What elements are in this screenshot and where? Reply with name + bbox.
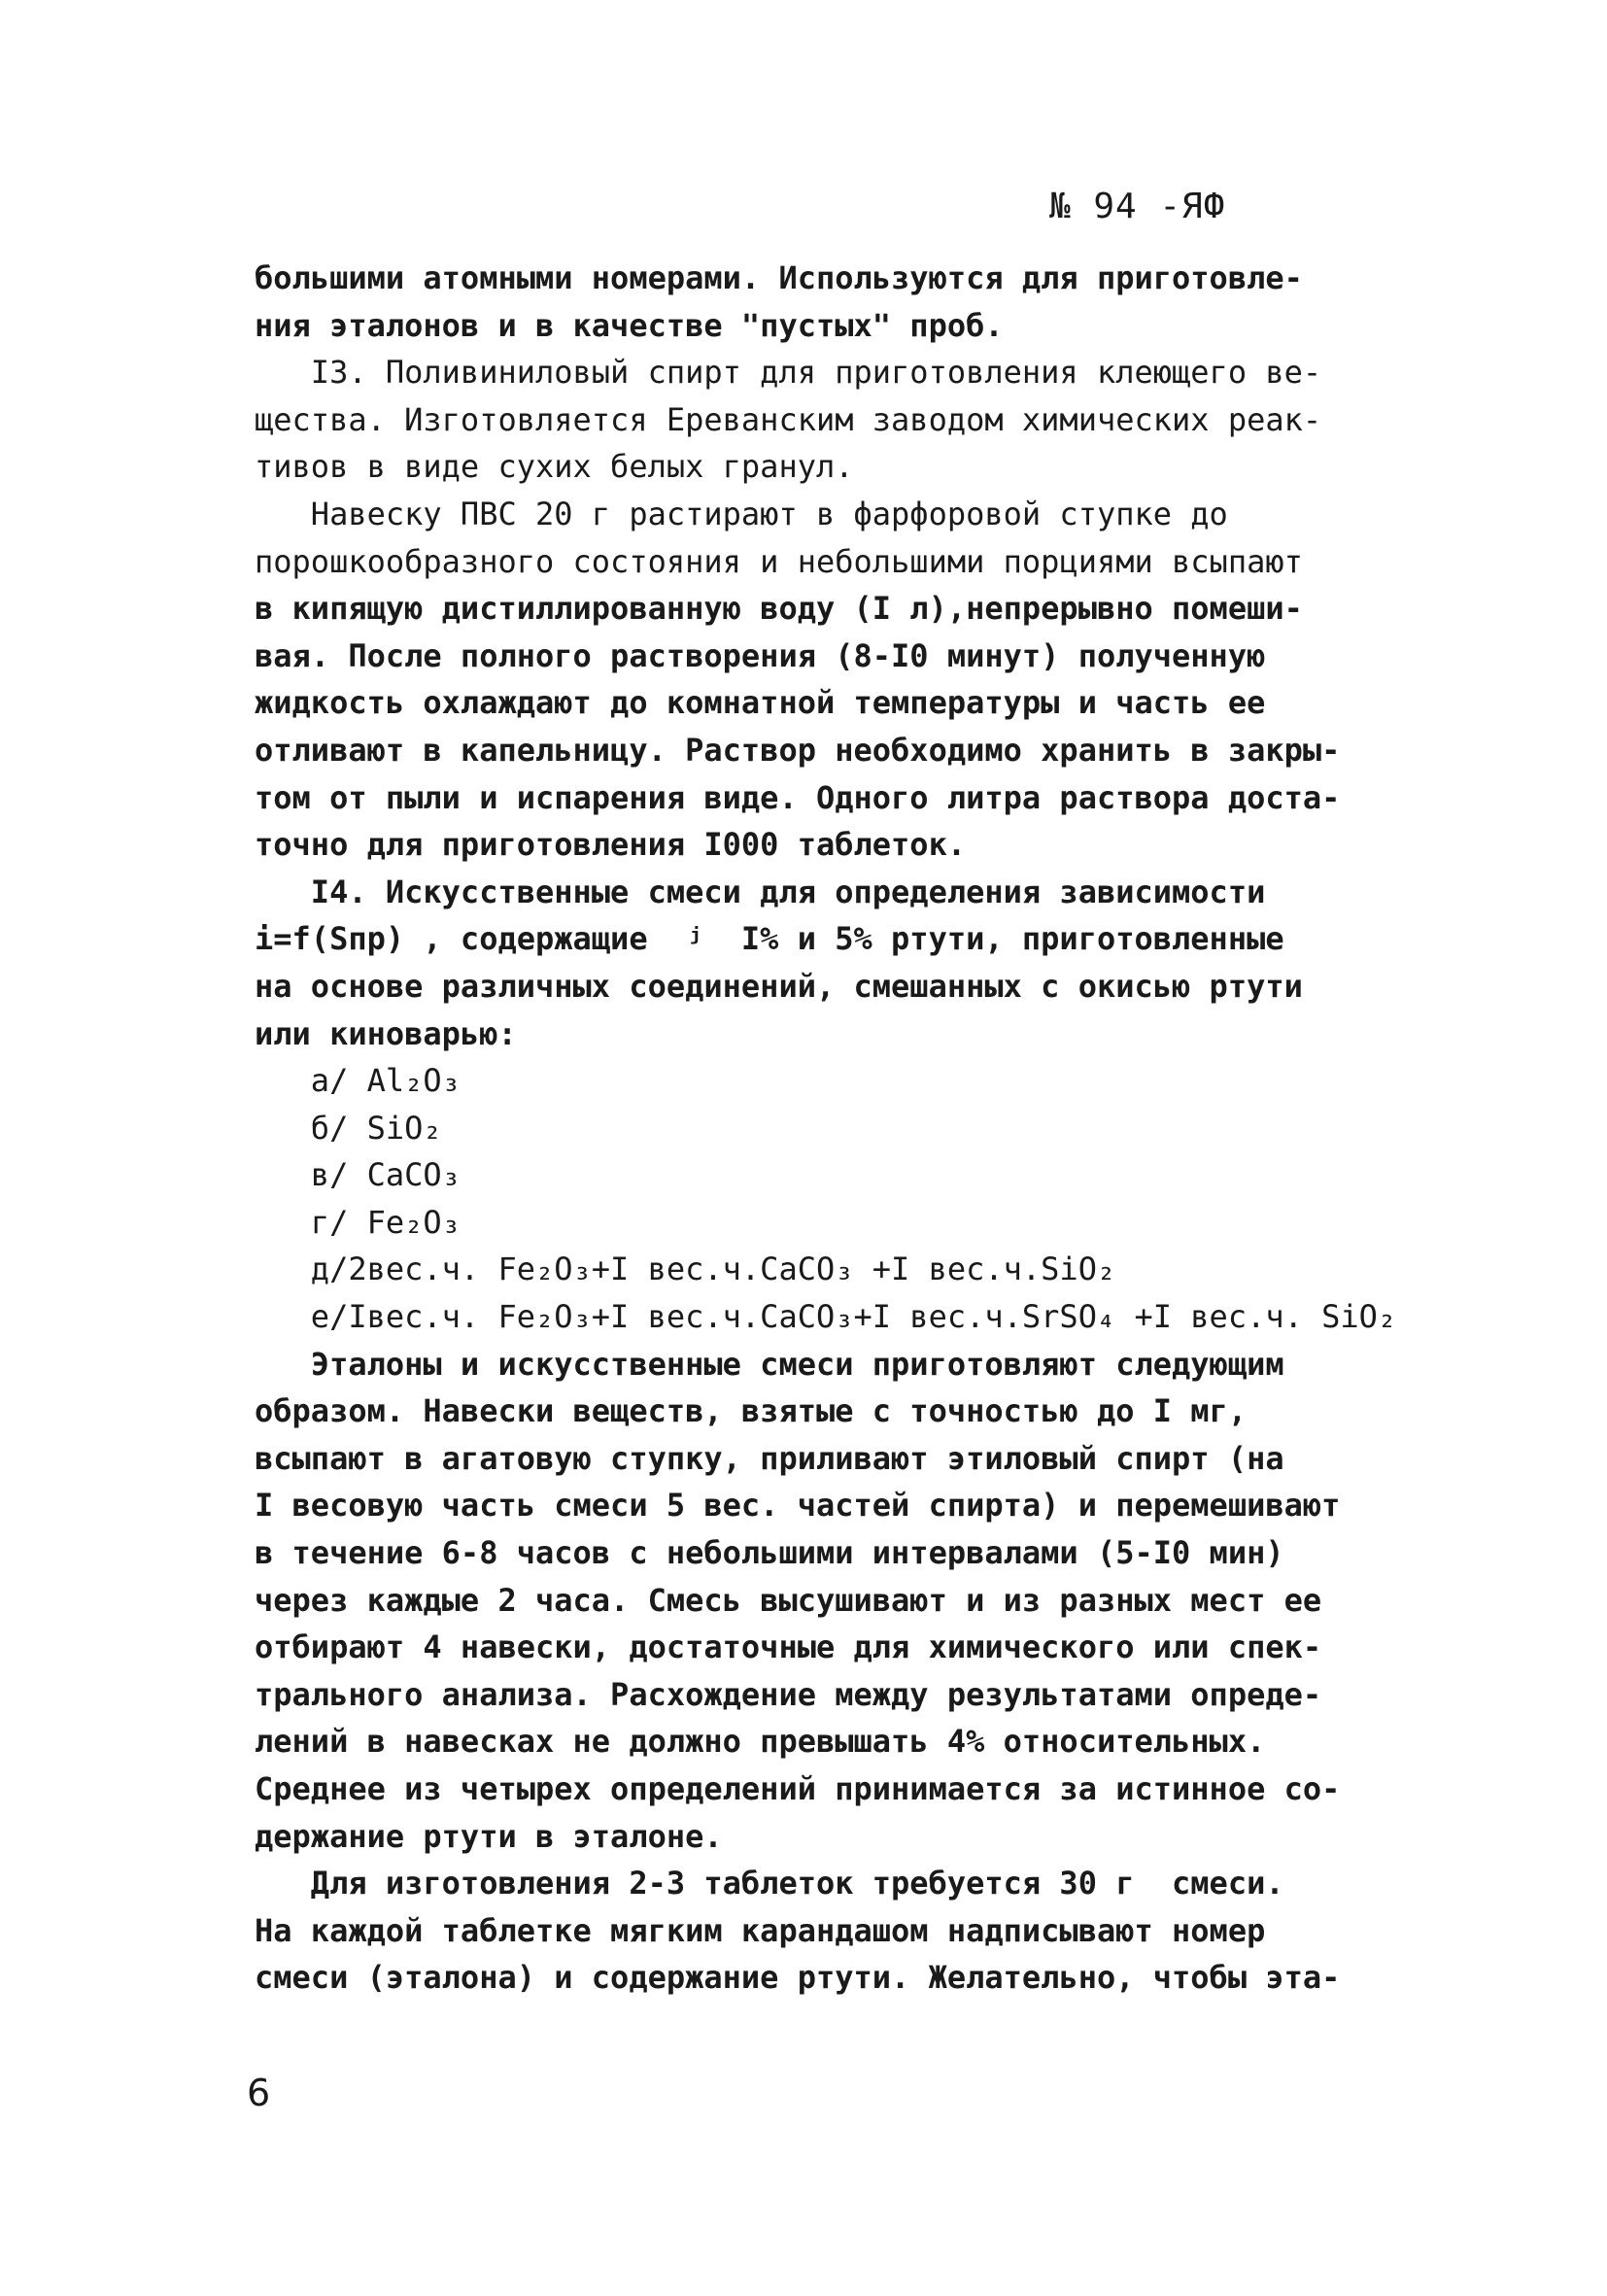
text-line: держание ртути в эталоне.	[255, 1817, 723, 1855]
text-line: через каждые 2 часа. Смесь высушивают и из разных мест ее	[255, 1581, 1322, 1619]
paragraph	[255, 255, 1391, 349]
text-line: лений в навесках не должно превышать 4% относительных.	[255, 1723, 1266, 1761]
page-number: 6	[247, 2072, 271, 2114]
text-line: точно для приготовления I000 таблеток.	[255, 826, 967, 864]
text-line: отливают в капельницу. Раствор необходимо хранить в закры-	[255, 731, 1341, 769]
text-line: образом. Навески веществ, взятые с точностью до I мг,	[255, 1392, 1248, 1430]
text-line: смеси (эталона) и содержание ртути. Желательно, чтобы эта-	[255, 1959, 1341, 1997]
body-text	[255, 255, 1397, 2002]
text-line: На каждой таблетке мягким карандашом надписывают номер	[255, 1911, 1266, 1949]
text-line: порошкообразного состояния и небольшими порциями всыпают	[255, 542, 1303, 580]
list-item: е/Iвес.ч. Fe₂O₃+I вес.ч.CaCO₃+I вес.ч.SrSO₄ +I вес.ч. SiO₂	[255, 1298, 1397, 1336]
text-line: в течение 6-8 часов с небольшими интервалами (5-I0 мин)	[255, 1534, 1284, 1572]
list-item: б/ SiO₂	[255, 1109, 442, 1147]
text-line: i=f(Sпр) , содержащие ʲ I% и 5% ртути, приготовленные	[255, 920, 1284, 958]
text-line: I4. Искусственные смеси для определения зависимости	[255, 873, 1266, 910]
list-item: а/ Al₂O₃	[255, 1062, 461, 1100]
compound-list	[255, 1057, 1397, 1341]
paragraph	[255, 349, 1391, 491]
text-line: Навеску ПВС 20 г растирают в фарфоровой ступке до	[255, 495, 1228, 532]
text-line: Для изготовления 2-3 таблеток требуется 30 г смеси.	[255, 1865, 1284, 1902]
text-line: большими атомными номерами. Используются для приготовле-	[255, 259, 1303, 296]
list-item: г/ Fe₂O₃	[255, 1203, 461, 1241]
text-line: жидкость охлаждают до комнатной температуры и часть ее	[255, 684, 1266, 722]
text-line: тивов в виде сухих белых гранул.	[255, 448, 854, 486]
paragraph	[255, 1341, 1391, 1861]
text-line: ния эталонов и в качестве "пустых" проб.	[255, 306, 1004, 344]
text-line: на основе различных соединений, смешанных с окисью ртути	[255, 967, 1303, 1005]
list-item: д/2вес.ч. Fe₂O₃+I вес.ч.CaCO₃ +I вес.ч.SiO₂	[255, 1251, 1116, 1288]
text-line: щества. Изготовляется Ереванским заводом химических реак-	[255, 400, 1322, 438]
text-line: трального анализа. Расхождение между результатами опреде-	[255, 1675, 1322, 1713]
text-line: в кипящую дистиллированную воду (I л),непрерывно помеши-	[255, 590, 1303, 628]
text-line: отбирают 4 навески, достаточные для химического или спек-	[255, 1628, 1322, 1666]
list-item: в/ CaCO₃	[255, 1156, 461, 1194]
text-line: I3. Поливиниловый спирт для приготовления клеющего ве-	[255, 354, 1322, 392]
text-line: вая. После полного растворения (8-I0 минут) полученную	[255, 636, 1266, 674]
document-number: № 94 -ЯФ	[1049, 187, 1226, 226]
paragraph	[255, 1860, 1391, 2002]
text-line: том от пыли и испарения виде. Одного литра раствора доста-	[255, 778, 1341, 816]
paragraph	[255, 869, 1391, 1057]
text-line: Эталоны и искусственные смеси приготовляют следующим	[255, 1345, 1284, 1383]
text-line: всыпают в агатовую ступку, приливают этиловый спирт (на	[255, 1439, 1284, 1477]
text-line: I весовую часть смеси 5 вес. частей спирта) и перемешивают	[255, 1487, 1341, 1525]
paragraph	[255, 491, 1391, 869]
text-line: или киноварью:	[255, 1014, 517, 1052]
text-line: Среднее из четырех определений принимается за истинное со-	[255, 1770, 1341, 1807]
